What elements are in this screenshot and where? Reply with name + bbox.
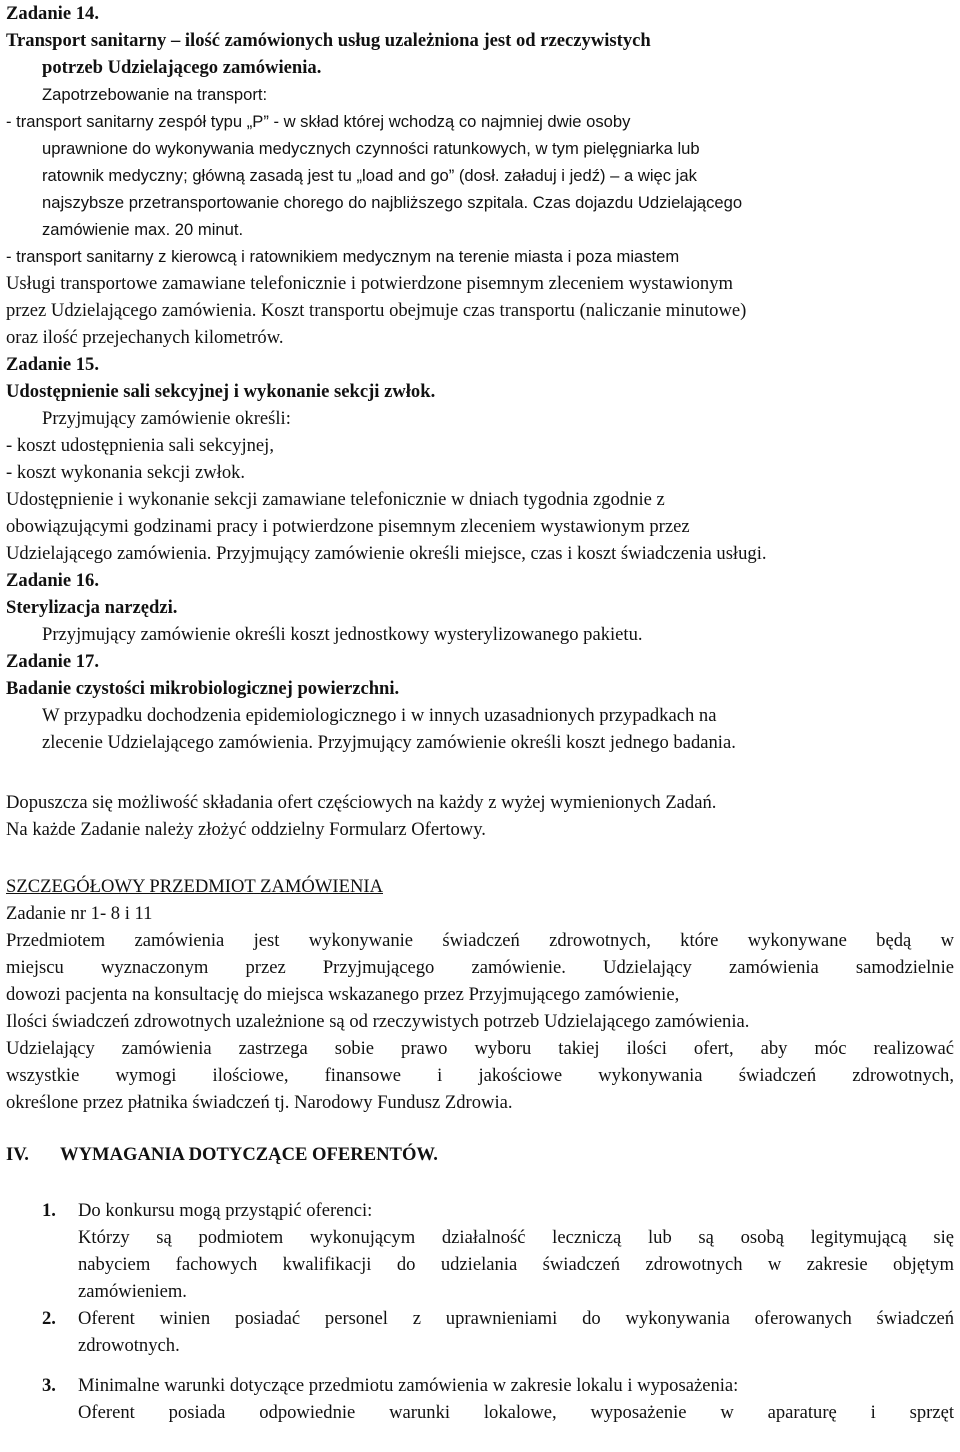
task-15-text-line3: Udzielającego zamówienia. Przyjmujący zamówienie określi miejsce, czas i koszt świadczenia usługi. (6, 543, 767, 564)
detailed-subject-line6: wszystkie wymogi ilościowe, finansowe i jakościowe wykonywania świadczeń zdrowotnych, (6, 1065, 954, 1086)
transport-option-p-line3: ratownik medyczny; główną zasadą jest tu „load and go” (dosł. załaduj i jedź) – a więc jak (42, 166, 697, 185)
task-16-text: Przyjmujący zamówienie określi koszt jednostkowy wysterylizowanego pakietu. (42, 624, 643, 645)
partial-offers-note: Dopuszcza się możliwość składania ofert częściowych na każdy z wyżej wymienionych Zadań. (6, 792, 717, 813)
detailed-subject-line5: Udzielający zamówienia zastrzega sobie prawo wyboru takiej ilości ofert, aby móc realizować (6, 1038, 954, 1059)
detailed-subject-line7: określone przez płatnika świadczeń tj. Narodowy Fundusz Zdrowia. (6, 1092, 513, 1113)
requirement-1-line2: nabyciem fachowych kwalifikacji do udzielania świadczeń zdrowotnych w zakresie objętym (78, 1254, 954, 1275)
transport-option-driver: - transport sanitarny z kierowcą i ratownikiem medycznym na terenie miasta i poza miastem (6, 247, 680, 266)
section-iv-heading: WYMAGANIA DOTYCZĄCE OFERENTÓW. (60, 1144, 438, 1165)
task-14-title: Transport sanitarny – ilość zamówionych usług uzależniona jest od rzeczywistych (6, 30, 651, 51)
transport-order-text-line2: przez Udzielającego zamówienia. Koszt transportu obejmuje czas transportu (naliczanie minutowe) (6, 300, 747, 321)
task-16-heading: Zadanie 16. (6, 570, 99, 591)
requirement-2-line1: Oferent winien posiadać personel z uprawnieniami do wykonywania oferowanych świadczeń (78, 1308, 954, 1329)
task-17-heading: Zadanie 17. (6, 651, 99, 672)
detailed-subject-line1: Przedmiotem zamówienia jest wykonywanie świadczeń zdrowotnych, które wykonywane będą w (6, 930, 954, 951)
task-15-item-2: - koszt wykonania sekcji zwłok. (6, 462, 246, 483)
transport-option-p-line2: uprawnione do wykonywania medycznych czynności ratunkowych, w tym pielęgniarka lub (42, 139, 700, 158)
task-15-text-line2: obowiązującymi godzinami pracy i potwierdzone pisemnym zleceniem wystawionym przez (6, 516, 690, 537)
detailed-subject-line4: Ilości świadczeń zdrowotnych uzależnione są od rzeczywistych potrzeb Udzielającego zamówienia. (6, 1011, 750, 1032)
task-15-intro: Przyjmujący zamówienie określi: (42, 408, 291, 429)
section-iv-number: IV. (6, 1144, 29, 1165)
requirement-1-heading: Do konkursu mogą przystąpić oferenci: (78, 1200, 373, 1221)
requirement-2-number: 2. (42, 1308, 56, 1329)
task-15-text-line1: Udostępnienie i wykonanie sekcji zamawiane telefonicznie w dniach tygodnia zgodnie z (6, 489, 665, 510)
transport-order-text-line3: oraz ilość przejechanych kilometrów. (6, 327, 284, 348)
task-16-title: Sterylizacja narzędzi. (6, 597, 178, 618)
task-15-title: Udostępnienie sali sekcyjnej i wykonanie sekcji zwłok. (6, 381, 436, 402)
transport-option-p-line1: - transport sanitarny zespół typu „P” - w skład której wchodzą co najmniej dwie osoby (6, 112, 631, 131)
detailed-subject-line2: miejscu wyznaczonym przez Przyjmującego zamówienie. Udzielający zamówienia samodzielnie (6, 957, 954, 978)
task-15-heading: Zadanie 15. (6, 354, 99, 375)
requirement-1-line3: zamówieniem. (78, 1281, 187, 1302)
task-17-text-line2: zlecenie Udzielającego zamówienia. Przyjmujący zamówienie określi koszt jednego badania. (42, 732, 736, 753)
requirement-3-number: 3. (42, 1375, 56, 1396)
task-17-text-line1: W przypadku dochodzenia epidemiologicznego i w innych uzasadnionych przypadkach na (42, 705, 717, 726)
task-15-item-1: - koszt udostępnienia sali sekcyjnej, (6, 435, 274, 456)
transport-need-label: Zapotrzebowanie na transport: (42, 85, 268, 104)
requirement-3-line2: Oferent posiada odpowiednie warunki lokalowe, wyposażenie w aparaturę i sprzęt (78, 1402, 954, 1423)
transport-order-text-line1: Usługi transportowe zamawiane telefonicznie i potwierdzone pisemnym zleceniem wystawionym (6, 273, 733, 294)
requirement-1-number: 1. (42, 1200, 56, 1221)
task-17-title: Badanie czystości mikrobiologicznej powierzchni. (6, 678, 400, 699)
task-14-heading: Zadanie 14. (6, 3, 99, 24)
transport-option-p-line5: zamówienie max. 20 minut. (42, 220, 244, 239)
requirement-1-line1: Którzy są podmiotem wykonującym działalność leczniczą lub są osobą legitymującą się (78, 1227, 954, 1248)
requirement-2-line2: zdrowotnych. (78, 1335, 180, 1356)
offer-form-note: Na każde Zadanie należy złożyć oddzielny Formularz Ofertowy. (6, 819, 486, 840)
requirement-3-line1: Minimalne warunki dotyczące przedmiotu zamówienia w zakresie lokalu i wyposażenia: (78, 1375, 739, 1396)
detailed-subject-line3: dowozi pacjenta na konsultację do miejsca wskazanego przez Przyjmującego zamówienie, (6, 984, 680, 1005)
transport-option-p-line4: najszybsze przetransportowanie chorego do najbliższego szpitala. Czas dojazdu Udzielającego (42, 193, 743, 212)
task-14-title-cont: potrzeb Udzielającego zamówienia. (42, 57, 322, 78)
detailed-subject-subheading: Zadanie nr 1- 8 i 11 (6, 903, 153, 924)
detailed-subject-heading: SZCZEGÓŁOWY PRZEDMIOT ZAMÓWIENIA (6, 876, 383, 897)
